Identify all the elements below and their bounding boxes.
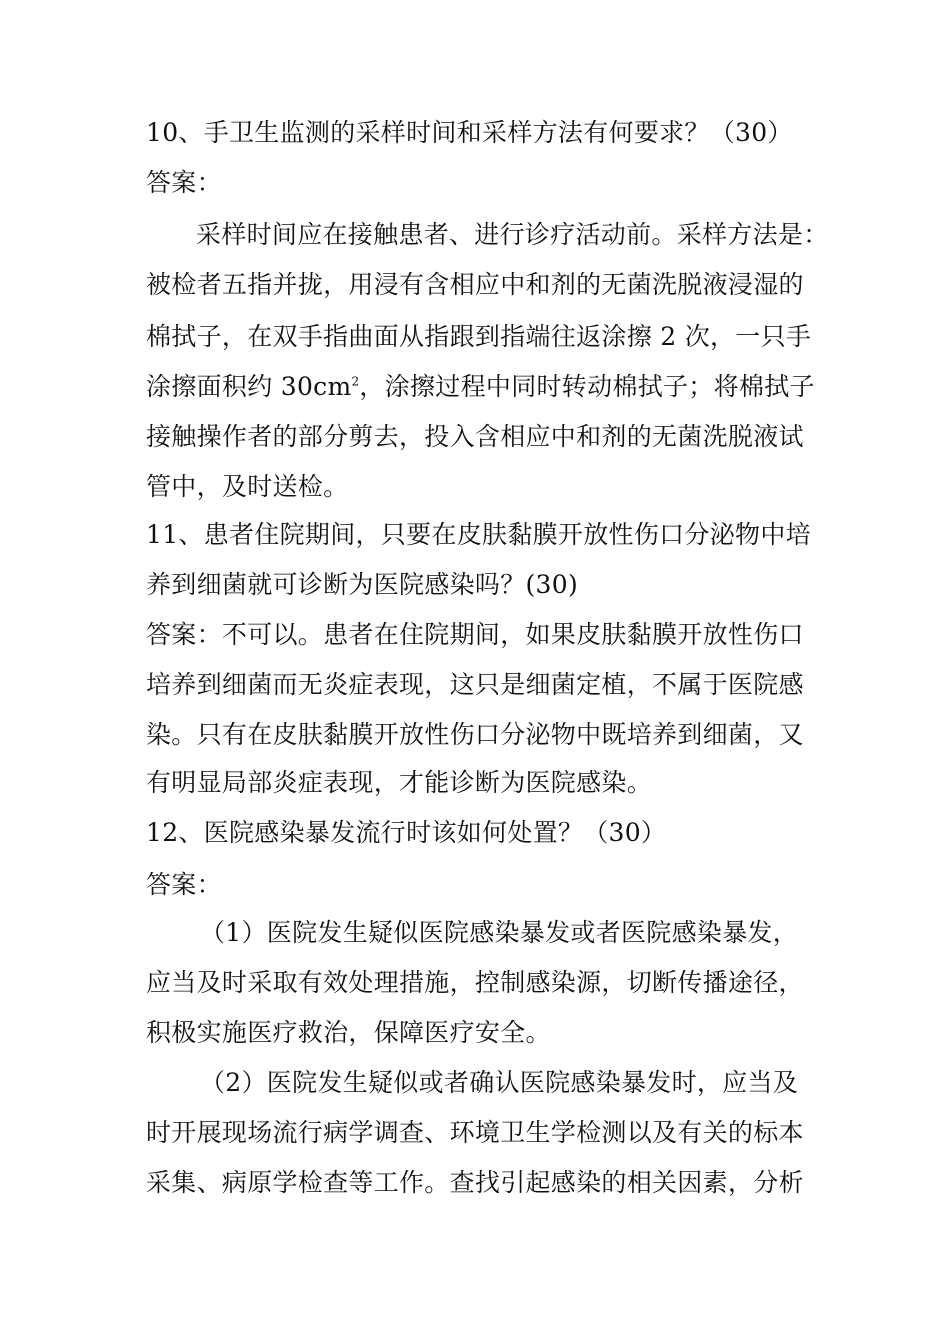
area-text: 涂擦面积约 30cm	[146, 372, 352, 401]
answer-label-12: 答案：	[146, 870, 222, 899]
answer-10-line-1: 采样时间应在接触患者、进行诊疗活动前。采样方法是：	[196, 220, 829, 249]
area-text-rest: ，涂擦过程中同时转动棉拭子；将棉拭子	[359, 372, 815, 401]
answer-11-line-4: 有明显局部炎症表现，才能诊断为医院感染。	[146, 768, 653, 797]
answer-10-line-4	[146, 372, 815, 402]
answer-12-point-1-line-1: （1）医院发生疑似医院感染暴发或者医院感染暴发，	[200, 918, 799, 947]
superscript-2: 2	[351, 374, 360, 389]
answer-10-line-3: 棉拭子，在双手指曲面从指跟到指端往返涂擦 2 次，一只手	[146, 322, 812, 351]
answer-12-point-1-line-3: 积极实施医疗救治，保障医疗安全。	[146, 1018, 551, 1047]
question-10: 10、手卫生监测的采样时间和采样方法有何要求？（30）	[146, 118, 793, 147]
question-11-line-2: 养到细菌就可诊断为医院感染吗？(30)	[146, 570, 579, 599]
answer-10-line-2: 被检者五指并拢，用浸有含相应中和剂的无菌洗脱液浸湿的	[146, 270, 804, 299]
question-11-line-1: 11、患者住院期间，只要在皮肤黏膜开放性伤口分泌物中培	[146, 520, 811, 549]
answer-12-point-2-line-1: （2）医院发生疑似或者确认医院感染暴发时，应当及	[200, 1068, 799, 1097]
answer-10-line-6: 管中，及时送检。	[146, 472, 349, 501]
answer-10-line-5: 接触操作者的部分剪去，投入含相应中和剂的无菌洗脱液试	[146, 422, 804, 451]
answer-label-10: 答案：	[146, 168, 222, 197]
answer-11-line-2: 培养到细菌而无炎症表现，这只是细菌定植，不属于医院感	[146, 670, 804, 699]
question-12: 12、医院感染暴发流行时该如何处置？（30）	[146, 818, 667, 847]
answer-12-point-2-line-3: 采集、病原学检查等工作。查找引起感染的相关因素，分析	[146, 1168, 804, 1197]
answer-11-line-3: 染。只有在皮肤黏膜开放性伤口分泌物中既培养到细菌，又	[146, 720, 804, 749]
answer-12-point-1-line-2: 应当及时采取有效处理措施，控制感染源，切断传播途径，	[146, 968, 804, 997]
answer-11-line-1: 答案：不可以。患者在住院期间，如果皮肤黏膜开放性伤口	[146, 620, 804, 649]
answer-12-point-2-line-2: 时开展现场流行病学调查、环境卫生学检测以及有关的标本	[146, 1118, 804, 1147]
